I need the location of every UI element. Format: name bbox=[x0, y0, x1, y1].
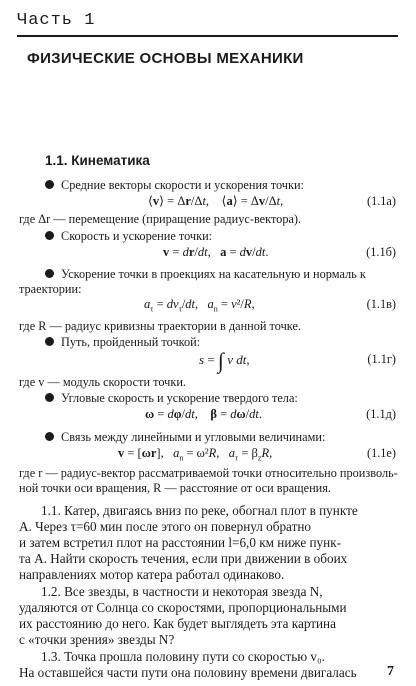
theory-line-11: где r — радиус-вектор рассматриваемой точки относительно произволь- bbox=[19, 466, 398, 480]
equation-number: (1.1г) bbox=[367, 352, 396, 366]
formula-1-1d: ω = dφ/dt, β = dω/dt. bbox=[145, 407, 262, 421]
bullet-icon bbox=[45, 337, 54, 346]
theory-line-9: Угловые скорость и ускорение твердого тела: bbox=[45, 391, 298, 406]
section-title: 1.1. Кинематика bbox=[45, 153, 150, 168]
problem-1-1-line-2: А. Через τ=60 мин после этого он повернул обратно bbox=[19, 519, 311, 534]
problem-1-1-line-5: направлениях мотор катера работал одинаково. bbox=[19, 567, 285, 582]
problem-1-2-line-4: с «точки зрения» звезды N? bbox=[19, 632, 175, 647]
bullet-icon bbox=[45, 269, 54, 278]
theory-line-5: траектории: bbox=[19, 282, 82, 296]
problem-1-3-line-1: 1.3. Точка прошла половину пути со скоростью v₀. bbox=[41, 649, 325, 664]
theory-line-10: Связь между линейными и угловыми величинами: bbox=[45, 430, 325, 445]
problem-1-2-line-2: удаляются от Солнца со скоростями, пропорциональными bbox=[19, 600, 347, 615]
problem-1-1-line-3: и затем встретил плот на расстоянии l=6,0 км ниже пунк- bbox=[19, 535, 341, 550]
theory-line-2: где Δr — перемещение (приращение радиус-вектора). bbox=[19, 212, 302, 226]
bullet-icon bbox=[45, 180, 54, 189]
equation-number: (1.1е) bbox=[366, 446, 396, 460]
equation-number: (1.1а) bbox=[366, 194, 396, 208]
equation-number: (1.1в) bbox=[366, 297, 396, 311]
problem-1-1-line-4: та А. Найти скорость течения, если при движении в обоих bbox=[19, 551, 348, 566]
equation-number: (1.1д) bbox=[366, 407, 396, 421]
problem-1-2-line-3: их расстоянию до него. Как будет выглядеть эта картина bbox=[19, 616, 336, 631]
bullet-icon bbox=[45, 393, 54, 402]
formula-1-1a: ⟨v⟩ = Δr/Δt, ⟨a⟩ = Δv/Δt, bbox=[148, 194, 284, 208]
theory-line-6: где R — радиус кривизны траектории в данной точке. bbox=[19, 319, 301, 333]
formula-1-1e: v = [ωr], $a_n = \omega^2R$, $a_\tau = \beta_zR$, bbox=[118, 446, 273, 463]
formula-1-1b: v = dr/dt, a = dv/dt. bbox=[163, 245, 269, 259]
equation-number: (1.1б) bbox=[366, 245, 396, 259]
theory-line-8: где v — модуль скорости точки. bbox=[19, 375, 186, 389]
page-number: 7 bbox=[387, 664, 394, 679]
problem-1-1-line-1: 1.1. Катер, двигаясь вниз по реке, обогнал плот в пункте bbox=[41, 503, 358, 518]
theory-line-4: Ускорение точки в проекциях на касательную и нормаль к bbox=[45, 267, 366, 282]
part-title: ФИЗИЧЕСКИЕ ОСНОВЫ МЕХАНИКИ bbox=[27, 50, 304, 67]
problem-1-2-line-1: 1.2. Все звезды, в частности и некоторая звезда N, bbox=[41, 584, 323, 599]
bullet-icon bbox=[45, 432, 54, 441]
part-heading: Часть 1 bbox=[17, 11, 96, 30]
header-rule bbox=[17, 35, 398, 37]
theory-line-1: Средние векторы скорости и ускорения точки: bbox=[45, 178, 304, 193]
theory-line-12: ной точки оси вращения, R — расстояние от оси вращения. bbox=[19, 481, 331, 495]
problem-1-3-line-2: На оставшейся части пути она половину времени двигалась bbox=[19, 665, 357, 680]
theory-line-7: Путь, пройденный точкой: bbox=[45, 335, 200, 350]
formula-1-1v: $a_\tau = dv_\tau/dt$, $a_n = v^2/R$, bbox=[144, 297, 255, 314]
theory-line-3: Скорость и ускорение точки: bbox=[45, 229, 212, 244]
bullet-icon bbox=[45, 231, 54, 240]
formula-1-1g: s = ∫ v dt, bbox=[199, 348, 250, 373]
